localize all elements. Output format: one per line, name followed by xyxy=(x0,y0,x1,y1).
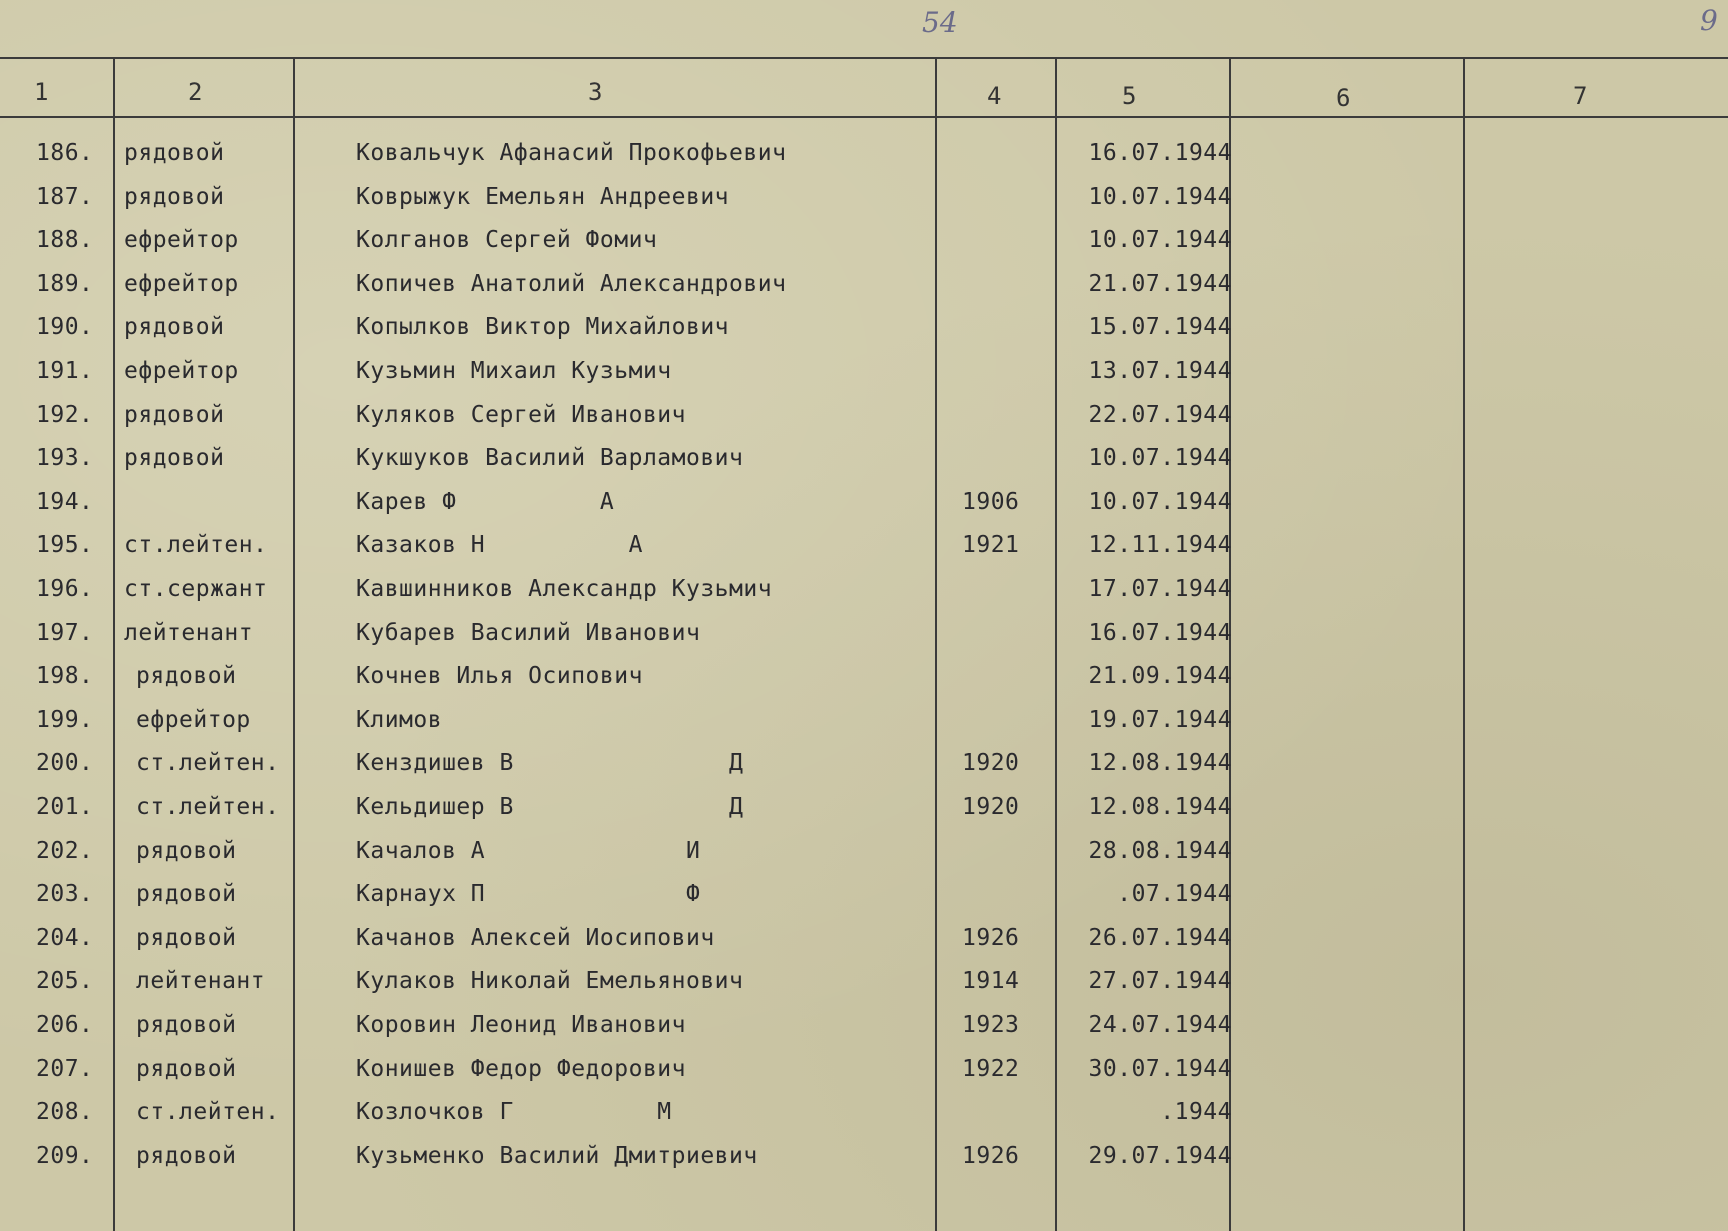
row-rank: ст.лейтен. xyxy=(136,794,280,820)
row-date: 22.07.1944 xyxy=(1088,402,1232,428)
row-name: Карев Ф А xyxy=(356,489,615,515)
row-name: Колганов Сергей Фомич xyxy=(356,227,658,253)
row-date: 27.07.1944 xyxy=(1088,968,1232,994)
row-rank: рядовой xyxy=(124,140,225,166)
column-divider-3 xyxy=(935,58,937,1231)
row-name: Коврыжук Емельян Андреевич xyxy=(356,184,730,210)
row-number: 195. xyxy=(36,532,94,558)
column-header-6: 6 xyxy=(1336,84,1351,112)
column-header-5: 5 xyxy=(1122,82,1137,110)
column-divider-4 xyxy=(1055,58,1057,1231)
row-number: 198. xyxy=(36,663,94,689)
row-year: 1926 xyxy=(962,925,1020,951)
row-date: 24.07.1944 xyxy=(1088,1012,1232,1038)
row-number: 209. xyxy=(36,1143,94,1169)
row-number: 186. xyxy=(36,140,94,166)
row-year: 1922 xyxy=(962,1056,1020,1082)
row-rank: лейтенант xyxy=(124,620,254,646)
row-name: Климов xyxy=(356,707,443,733)
row-number: 202. xyxy=(36,838,94,864)
row-number: 189. xyxy=(36,271,94,297)
row-date: .1944 xyxy=(1160,1099,1232,1125)
row-rank: рядовой xyxy=(124,184,225,210)
row-name: Кузьменко Василий Дмитриевич xyxy=(356,1143,758,1169)
row-date: .07.1944 xyxy=(1117,881,1232,907)
column-header-2: 2 xyxy=(188,78,203,106)
row-date: 10.07.1944 xyxy=(1088,489,1232,515)
row-date: 29.07.1944 xyxy=(1088,1143,1232,1169)
column-divider-1 xyxy=(113,58,115,1231)
column-header-4: 4 xyxy=(987,82,1002,110)
column-header-1: 1 xyxy=(34,78,49,106)
row-date: 15.07.1944 xyxy=(1088,314,1232,340)
row-name: Кулаков Николай Емельянович xyxy=(356,968,744,994)
row-name: Копылков Виктор Михайлович xyxy=(356,314,730,340)
row-name: Кузьмин Михаил Кузьмич xyxy=(356,358,672,384)
row-rank: рядовой xyxy=(136,1012,237,1038)
row-date: 13.07.1944 xyxy=(1088,358,1232,384)
row-name: Казаков Н А xyxy=(356,532,643,558)
row-date: 21.09.1944 xyxy=(1088,663,1232,689)
row-year: 1920 xyxy=(962,794,1020,820)
row-date: 21.07.1944 xyxy=(1088,271,1232,297)
row-number: 206. xyxy=(36,1012,94,1038)
row-date: 10.07.1944 xyxy=(1088,184,1232,210)
row-name: Куляков Сергей Иванович xyxy=(356,402,686,428)
header-bottom-rule xyxy=(0,116,1728,118)
column-header-3: 3 xyxy=(588,78,603,106)
row-date: 10.07.1944 xyxy=(1088,227,1232,253)
row-date: 17.07.1944 xyxy=(1088,576,1232,602)
row-name: Кенздишев В Д xyxy=(356,750,744,776)
row-year: 1906 xyxy=(962,489,1020,515)
row-date: 26.07.1944 xyxy=(1088,925,1232,951)
row-year: 1926 xyxy=(962,1143,1020,1169)
row-rank: рядовой xyxy=(124,314,225,340)
row-number: 201. xyxy=(36,794,94,820)
row-name: Качанов Алексей Иосипович xyxy=(356,925,715,951)
column-divider-2 xyxy=(293,58,295,1231)
row-number: 193. xyxy=(36,445,94,471)
row-rank: рядовой xyxy=(136,1143,237,1169)
row-rank: рядовой xyxy=(136,881,237,907)
row-rank: ефрейтор xyxy=(136,707,251,733)
row-date: 16.07.1944 xyxy=(1088,620,1232,646)
row-date: 12.11.1944 xyxy=(1088,532,1232,558)
row-name: Карнаух П Ф xyxy=(356,881,701,907)
row-rank: рядовой xyxy=(136,1056,237,1082)
row-year: 1921 xyxy=(962,532,1020,558)
row-number: 208. xyxy=(36,1099,94,1125)
row-name: Конишев Федор Федорович xyxy=(356,1056,686,1082)
row-rank: рядовой xyxy=(124,445,225,471)
row-name: Копичев Анатолий Александрович xyxy=(356,271,787,297)
row-number: 192. xyxy=(36,402,94,428)
row-name: Козлочков Г М xyxy=(356,1099,672,1125)
row-name: Ковальчук Афанасий Прокофьевич xyxy=(356,140,787,166)
row-number: 199. xyxy=(36,707,94,733)
row-rank: рядовой xyxy=(124,402,225,428)
row-rank: ст.лейтен. xyxy=(136,750,280,776)
row-rank: рядовой xyxy=(136,663,237,689)
row-rank: ст.лейтен. xyxy=(124,532,268,558)
row-date: 28.08.1944 xyxy=(1088,838,1232,864)
column-header-7: 7 xyxy=(1573,82,1588,110)
row-number: 205. xyxy=(36,968,94,994)
row-rank: ст.лейтен. xyxy=(136,1099,280,1125)
row-number: 190. xyxy=(36,314,94,340)
row-rank: ефрейтор xyxy=(124,358,239,384)
row-name: Кочнев Илья Осипович xyxy=(356,663,643,689)
row-rank: ст.сержант xyxy=(124,576,268,602)
row-number: 200. xyxy=(36,750,94,776)
row-number: 196. xyxy=(36,576,94,602)
row-name: Коровин Леонид Иванович xyxy=(356,1012,686,1038)
row-number: 207. xyxy=(36,1056,94,1082)
row-number: 194. xyxy=(36,489,94,515)
row-rank: ефрейтор xyxy=(124,227,239,253)
row-date: 12.08.1944 xyxy=(1088,794,1232,820)
row-rank: рядовой xyxy=(136,838,237,864)
row-rank: ефрейтор xyxy=(124,271,239,297)
row-date: 12.08.1944 xyxy=(1088,750,1232,776)
row-rank: лейтенант xyxy=(136,968,266,994)
row-number: 188. xyxy=(36,227,94,253)
row-number: 197. xyxy=(36,620,94,646)
row-year: 1920 xyxy=(962,750,1020,776)
row-name: Качалов А И xyxy=(356,838,701,864)
page-number: 54 xyxy=(922,6,958,39)
row-number: 191. xyxy=(36,358,94,384)
row-number: 203. xyxy=(36,881,94,907)
row-year: 1923 xyxy=(962,1012,1020,1038)
row-date: 30.07.1944 xyxy=(1088,1056,1232,1082)
row-rank: рядовой xyxy=(136,925,237,951)
row-date: 19.07.1944 xyxy=(1088,707,1232,733)
row-name: Кубарев Василий Иванович xyxy=(356,620,701,646)
row-date: 10.07.1944 xyxy=(1088,445,1232,471)
table-top-rule xyxy=(0,57,1728,59)
corner-mark: 9 xyxy=(1700,4,1718,37)
row-name: Кавшинников Александр Кузьмич xyxy=(356,576,773,602)
row-name: Кельдишер В Д xyxy=(356,794,744,820)
row-year: 1914 xyxy=(962,968,1020,994)
row-number: 204. xyxy=(36,925,94,951)
row-number: 187. xyxy=(36,184,94,210)
column-divider-6 xyxy=(1463,58,1465,1231)
row-name: Кукшуков Василий Варламович xyxy=(356,445,744,471)
row-date: 16.07.1944 xyxy=(1088,140,1232,166)
